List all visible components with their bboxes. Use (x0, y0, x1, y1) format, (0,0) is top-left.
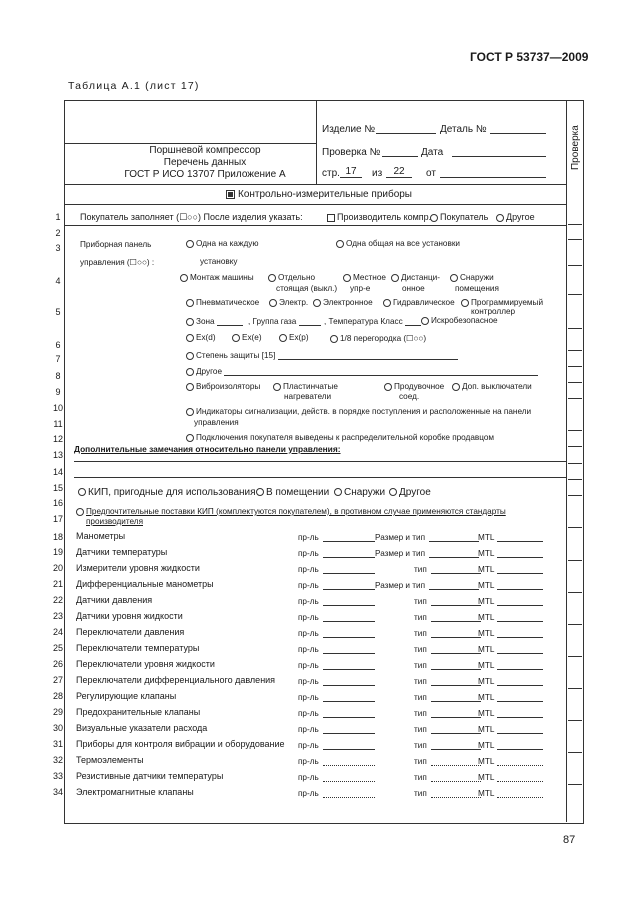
option-indicators[interactable]: Индикаторы сигнализации, действ. в порядке поступления и расположенные на панели (186, 407, 531, 416)
panel-label: Приборная панель (80, 240, 152, 249)
type-label: тип (414, 757, 427, 766)
mtl-label: MTL (478, 693, 495, 702)
page-label: стр. (322, 168, 340, 179)
row-number: 24 (52, 627, 63, 637)
type-label: Размер и тип (375, 581, 426, 590)
manufacturer-label: пр-ль (298, 629, 319, 638)
radio-icon (186, 352, 194, 360)
mtl-label: MTL (478, 677, 495, 686)
row-number: 12 (52, 434, 63, 444)
mtl-label: MTL (478, 661, 495, 670)
radio-icon (186, 334, 194, 342)
radio-icon (496, 214, 504, 222)
mtl-field[interactable] (478, 788, 543, 798)
zone-field[interactable]: Зона (186, 316, 243, 326)
row-number: 19 (52, 547, 63, 557)
radio-icon (76, 508, 84, 516)
row-number: 23 (52, 611, 63, 621)
row-number: 2 (55, 228, 61, 238)
manufacturer-field[interactable] (298, 628, 375, 638)
mtl-field[interactable] (478, 660, 543, 670)
mtl-field[interactable] (478, 708, 543, 718)
radio-icon (256, 488, 264, 496)
preferred-2: производителя (86, 517, 143, 526)
local-2: упр-е (350, 284, 371, 293)
row-number: 31 (52, 739, 63, 749)
instrument-name: Регулирующие клапаны (76, 691, 177, 701)
mtl-field[interactable] (478, 612, 543, 622)
radio-icon (186, 368, 194, 376)
row-number: 20 (52, 563, 63, 573)
manufacturer-label: пр-ль (298, 645, 319, 654)
mtl-label: MTL (478, 533, 495, 542)
type-label: тип (414, 709, 427, 718)
mtl-field[interactable] (478, 564, 543, 574)
type-field[interactable] (414, 740, 481, 750)
data-label: Дата (421, 147, 444, 158)
standalone-2: стоящая (выкл.) (276, 284, 338, 293)
manufacturer-label: пр-ль (298, 693, 319, 702)
option-explosion[interactable]: Искробезопасное (421, 316, 498, 325)
mtl-field[interactable] (478, 596, 543, 606)
type-label: тип (414, 789, 427, 798)
manufacturer-field[interactable] (298, 788, 375, 798)
row-number: 11 (53, 419, 63, 429)
type-label: тип (414, 597, 427, 606)
proverka-label: Проверка № (322, 147, 381, 158)
instrument-name: Датчики температуры (76, 547, 168, 557)
option-elec[interactable]: Электр. (269, 298, 308, 307)
type-field[interactable] (375, 532, 479, 542)
row-number: 32 (52, 755, 63, 765)
instrument-name: Электромагнитные клапаны (76, 787, 194, 797)
radio-icon (330, 335, 338, 343)
radio-icon (273, 383, 281, 391)
title-line-2: Перечень данных (163, 157, 247, 168)
mtl-field[interactable] (478, 676, 543, 686)
row-number: 10 (52, 403, 63, 413)
instrument-name: Измерители уровня жидкости (76, 563, 200, 573)
type-field[interactable] (414, 644, 481, 654)
radio-icon (430, 214, 438, 222)
row-number: 6 (55, 340, 61, 350)
option-indoor[interactable]: В помещении (256, 487, 329, 498)
type-label: тип (414, 661, 427, 670)
title-line-1: Поршневой компрессор (149, 145, 261, 156)
outside-2: помещения (455, 284, 499, 293)
option-hydraulic[interactable]: Гидравлическое (383, 298, 455, 307)
radio-icon (186, 318, 194, 326)
side-column-divider (566, 100, 567, 822)
manufacturer-field[interactable] (298, 612, 375, 622)
type-label: тип (414, 693, 427, 702)
table-caption: Таблица А.1 (лист 17) (68, 80, 200, 92)
instrument-name: Предохранительные клапаны (76, 707, 201, 717)
manufacturer-label: пр-ль (298, 677, 319, 686)
mtl-label: MTL (478, 741, 495, 750)
radio-icon (186, 434, 194, 442)
radio-icon (383, 299, 391, 307)
instrument-name: Термоэлементы (76, 755, 144, 765)
radio-icon (186, 240, 194, 248)
manufacturer-field[interactable] (298, 676, 375, 686)
detail-label: Деталь № (440, 124, 487, 135)
type-label: тип (414, 741, 427, 750)
option-remote[interactable]: Дистанци- (391, 273, 440, 282)
type-field[interactable] (414, 788, 481, 798)
mtl-label: MTL (478, 581, 495, 590)
row-number: 8 (55, 371, 61, 381)
type-label: тип (414, 613, 427, 622)
row-number: 13 (52, 450, 63, 460)
option-preferred[interactable]: Предпочтительные поставки КИП (комплектуются покупателем), в противном случае применяются стандарты (76, 507, 506, 516)
other-panel-field[interactable]: Другое (186, 366, 538, 376)
manufacturer-label: пр-ль (298, 533, 319, 542)
row-number: 29 (52, 707, 63, 717)
instrument-name: Переключатели давления (76, 627, 185, 637)
radio-icon (384, 383, 392, 391)
heaters-2: нагреватели (284, 392, 332, 401)
radio-icon (389, 488, 397, 496)
mtl-field[interactable] (478, 548, 543, 558)
of-value: 22 (386, 166, 412, 178)
radio-icon (232, 334, 240, 342)
row-number: 33 (52, 771, 63, 781)
radio-icon (279, 334, 287, 342)
type-label: Размер и тип (375, 533, 426, 542)
type-field[interactable] (414, 612, 481, 622)
row-number: 1 (55, 212, 61, 222)
type-field[interactable] (414, 628, 481, 638)
mtl-field[interactable] (478, 740, 543, 750)
manufacturer-field[interactable] (298, 532, 375, 542)
type-label: тип (414, 773, 427, 782)
proverka-field[interactable] (382, 147, 418, 157)
option-outside[interactable]: Снаружи (450, 273, 494, 282)
radio-icon (450, 274, 458, 282)
radio-icon (452, 383, 460, 391)
option-purged[interactable]: Продувочное (384, 382, 444, 391)
mtl-field[interactable] (478, 580, 543, 590)
option-buyer[interactable]: Покупатель (430, 212, 488, 222)
row-number: 21 (52, 579, 63, 589)
manufacturer-field[interactable] (298, 596, 375, 606)
option-extra-switch[interactable]: Доп. выключатели (452, 382, 532, 391)
option-exp[interactable]: Ex(p) (279, 333, 309, 342)
instrument-name: Датчики давления (76, 595, 153, 605)
type-field[interactable] (414, 692, 481, 702)
type-field[interactable] (414, 724, 481, 734)
mtl-field[interactable] (478, 628, 543, 638)
manufacturer-field[interactable] (298, 724, 375, 734)
mtl-label: MTL (478, 565, 495, 574)
standard-number: ГОСТ Р 53737—2009 (470, 50, 589, 64)
option-vib[interactable]: Виброизоляторы (186, 382, 260, 391)
row-number: 7 (55, 354, 61, 364)
instrument-name: Переключатели температуры (76, 643, 200, 653)
option-plc[interactable]: Программируемый (461, 298, 543, 307)
type-label: тип (414, 629, 427, 638)
radio-icon (269, 299, 277, 307)
section-title: Контрольно-измерительные приборы (226, 189, 412, 200)
row-number: 27 (52, 675, 63, 685)
option-standalone[interactable]: Отдельно (268, 273, 315, 282)
manufacturer-label: пр-ль (298, 789, 319, 798)
row-number: 16 (52, 498, 63, 508)
manufacturer-field[interactable] (298, 548, 375, 558)
radio-icon (180, 274, 188, 282)
type-field[interactable] (414, 772, 481, 782)
checked-box-icon (226, 190, 235, 199)
from-label: от (426, 168, 436, 179)
manufacturer-field[interactable] (298, 644, 375, 654)
row-number: 3 (55, 243, 61, 253)
type-field[interactable] (375, 580, 479, 590)
option-mount[interactable]: Монтаж машины (180, 273, 254, 282)
row-number: 34 (52, 787, 63, 797)
mtl-field[interactable] (478, 756, 543, 766)
page-number: 87 (563, 834, 576, 846)
mtl-field[interactable] (478, 724, 543, 734)
izdelie-field[interactable] (376, 124, 436, 134)
panel-label-2: управления (☐○○) : (80, 258, 155, 267)
option-local[interactable]: Местное (343, 273, 386, 282)
row-number: 22 (52, 595, 63, 605)
instrument-name: Резистивные датчики температуры (76, 771, 224, 781)
indicators-2: управления (194, 418, 239, 427)
remote-2: онное (402, 284, 425, 293)
of-label: из (372, 168, 383, 179)
manufacturer-label: пр-ль (298, 725, 319, 734)
manufacturer-field[interactable] (298, 740, 375, 750)
instrument-name: Переключатели дифференциального давления (76, 675, 276, 685)
manufacturer-field[interactable] (298, 564, 375, 574)
row-number: 5 (55, 307, 61, 317)
mtl-label: MTL (478, 789, 495, 798)
plc-2: контроллер (471, 307, 516, 316)
manufacturer-field[interactable] (298, 692, 375, 702)
row-number: 14 (52, 467, 63, 477)
manufacturer-label: пр-ль (298, 741, 319, 750)
from-field[interactable] (440, 168, 546, 178)
izdelie-label: Изделие № (322, 124, 376, 135)
mtl-label: MTL (478, 773, 495, 782)
option-heaters[interactable]: Пластинчатые (273, 382, 338, 391)
row-number: 9 (55, 387, 61, 397)
title-line-3: ГОСТ Р ИСО 13707 Приложение А (124, 169, 286, 180)
instrument-name: Датчики уровня жидкости (76, 611, 183, 621)
mtl-field[interactable] (478, 772, 543, 782)
mtl-label: MTL (478, 597, 495, 606)
mtl-label: MTL (478, 613, 495, 622)
radio-icon (78, 488, 86, 496)
remarks-label: Дополнительные замечания относительно панели управления: (74, 444, 341, 454)
radio-icon (334, 488, 342, 496)
type-field[interactable] (414, 660, 481, 670)
gas-group-field[interactable]: , Группа газа (248, 316, 321, 326)
option-pneu[interactable]: Пневматическое (186, 298, 259, 307)
mtl-label: MTL (478, 629, 495, 638)
radio-icon (343, 274, 351, 282)
manufacturer-field[interactable] (298, 756, 375, 766)
manufacturer-label: пр-ль (298, 661, 319, 670)
radio-icon (421, 317, 429, 325)
radio-icon (186, 408, 194, 416)
mtl-label: MTL (478, 757, 495, 766)
mtl-label: MTL (478, 549, 495, 558)
manufacturer-label: пр-ль (298, 549, 319, 558)
radio-icon (268, 274, 276, 282)
type-label: тип (414, 645, 427, 654)
mtl-label: MTL (478, 645, 495, 654)
manufacturer-field[interactable] (298, 772, 375, 782)
row-number: 25 (52, 643, 63, 653)
row-number: 17 (52, 514, 63, 524)
type-label: тип (414, 677, 427, 686)
row-number: 28 (52, 691, 63, 701)
manufacturer-label: пр-ль (298, 581, 319, 590)
option-connections[interactable]: Подключения покупателя выведены к распределительной коробке продавцом (186, 433, 494, 442)
row-number: 26 (52, 659, 63, 669)
type-field[interactable] (375, 548, 479, 558)
manufacturer-label: пр-ль (298, 757, 319, 766)
type-field[interactable] (414, 596, 481, 606)
instrument-name: Переключатели уровня жидкости (76, 659, 215, 669)
instrument-name: Манометры (76, 531, 126, 541)
type-field[interactable] (414, 564, 481, 574)
type-label: тип (414, 565, 427, 574)
manufacturer-label: пр-ль (298, 773, 319, 782)
manufacturer-field[interactable] (298, 580, 375, 590)
row-number: 30 (52, 723, 63, 733)
type-field[interactable] (414, 676, 481, 686)
option-other-inst[interactable]: Другое (389, 487, 431, 498)
option-one-each-2: установку (200, 257, 238, 266)
type-field[interactable] (414, 708, 481, 718)
type-label: Размер и тип (375, 549, 426, 558)
option-exd[interactable]: Ex(d) (186, 333, 216, 342)
option-suitable[interactable]: КИП, пригодные для использования (78, 487, 256, 498)
row-number: 15 (52, 483, 63, 493)
manufacturer-label: пр-ль (298, 709, 319, 718)
instrument-name: Дифференциальные манометры (76, 579, 214, 589)
protection-field[interactable]: Степень защиты [15] (186, 350, 458, 360)
radio-icon (313, 299, 321, 307)
mtl-label: MTL (478, 725, 495, 734)
row-number: 18 (52, 532, 63, 542)
mtl-label: MTL (478, 709, 495, 718)
row-number: 4 (55, 276, 61, 286)
radio-icon (186, 383, 194, 391)
radio-icon (461, 299, 469, 307)
option-other[interactable]: Другое (496, 212, 535, 222)
data-field[interactable] (452, 147, 546, 157)
side-label-proverka: Проверка (570, 125, 581, 170)
option-outdoor[interactable]: Снаружи (334, 487, 385, 498)
purged-2: соед. (399, 392, 420, 401)
instrument-name: Приборы для контроля вибрации и оборудование (76, 739, 285, 749)
option-manufacturer[interactable]: Производитель компр. (327, 212, 431, 222)
mtl-field[interactable] (478, 692, 543, 702)
option-partition[interactable]: 1/8 перегородка (☐○○) (330, 333, 426, 343)
manufacturer-label: пр-ль (298, 597, 319, 606)
checkbox-icon (327, 214, 335, 222)
option-one-each[interactable]: Одна на каждую (186, 239, 258, 248)
option-electronic[interactable]: Электронное (313, 298, 373, 307)
manufacturer-label: пр-ль (298, 565, 319, 574)
type-field[interactable] (414, 756, 481, 766)
instrument-name: Визуальные указатели расхода (76, 723, 208, 733)
radio-icon (186, 299, 194, 307)
option-common[interactable]: Одна общая на все установки (336, 239, 460, 248)
radio-icon (391, 274, 399, 282)
radio-icon (336, 240, 344, 248)
type-label: тип (414, 725, 427, 734)
buyer-fills-instruction: Покупатель заполняет (☐○○) После изделия указать: (80, 212, 303, 222)
temp-class-field[interactable]: , Температура Класс (324, 316, 421, 326)
mtl-field[interactable] (478, 532, 543, 542)
manufacturer-label: пр-ль (298, 613, 319, 622)
page-value: 17 (340, 166, 362, 178)
option-exe[interactable]: Ex(e) (232, 333, 262, 342)
manufacturer-field[interactable] (298, 660, 375, 670)
manufacturer-field[interactable] (298, 708, 375, 718)
detail-field[interactable] (490, 124, 546, 134)
mtl-field[interactable] (478, 644, 543, 654)
